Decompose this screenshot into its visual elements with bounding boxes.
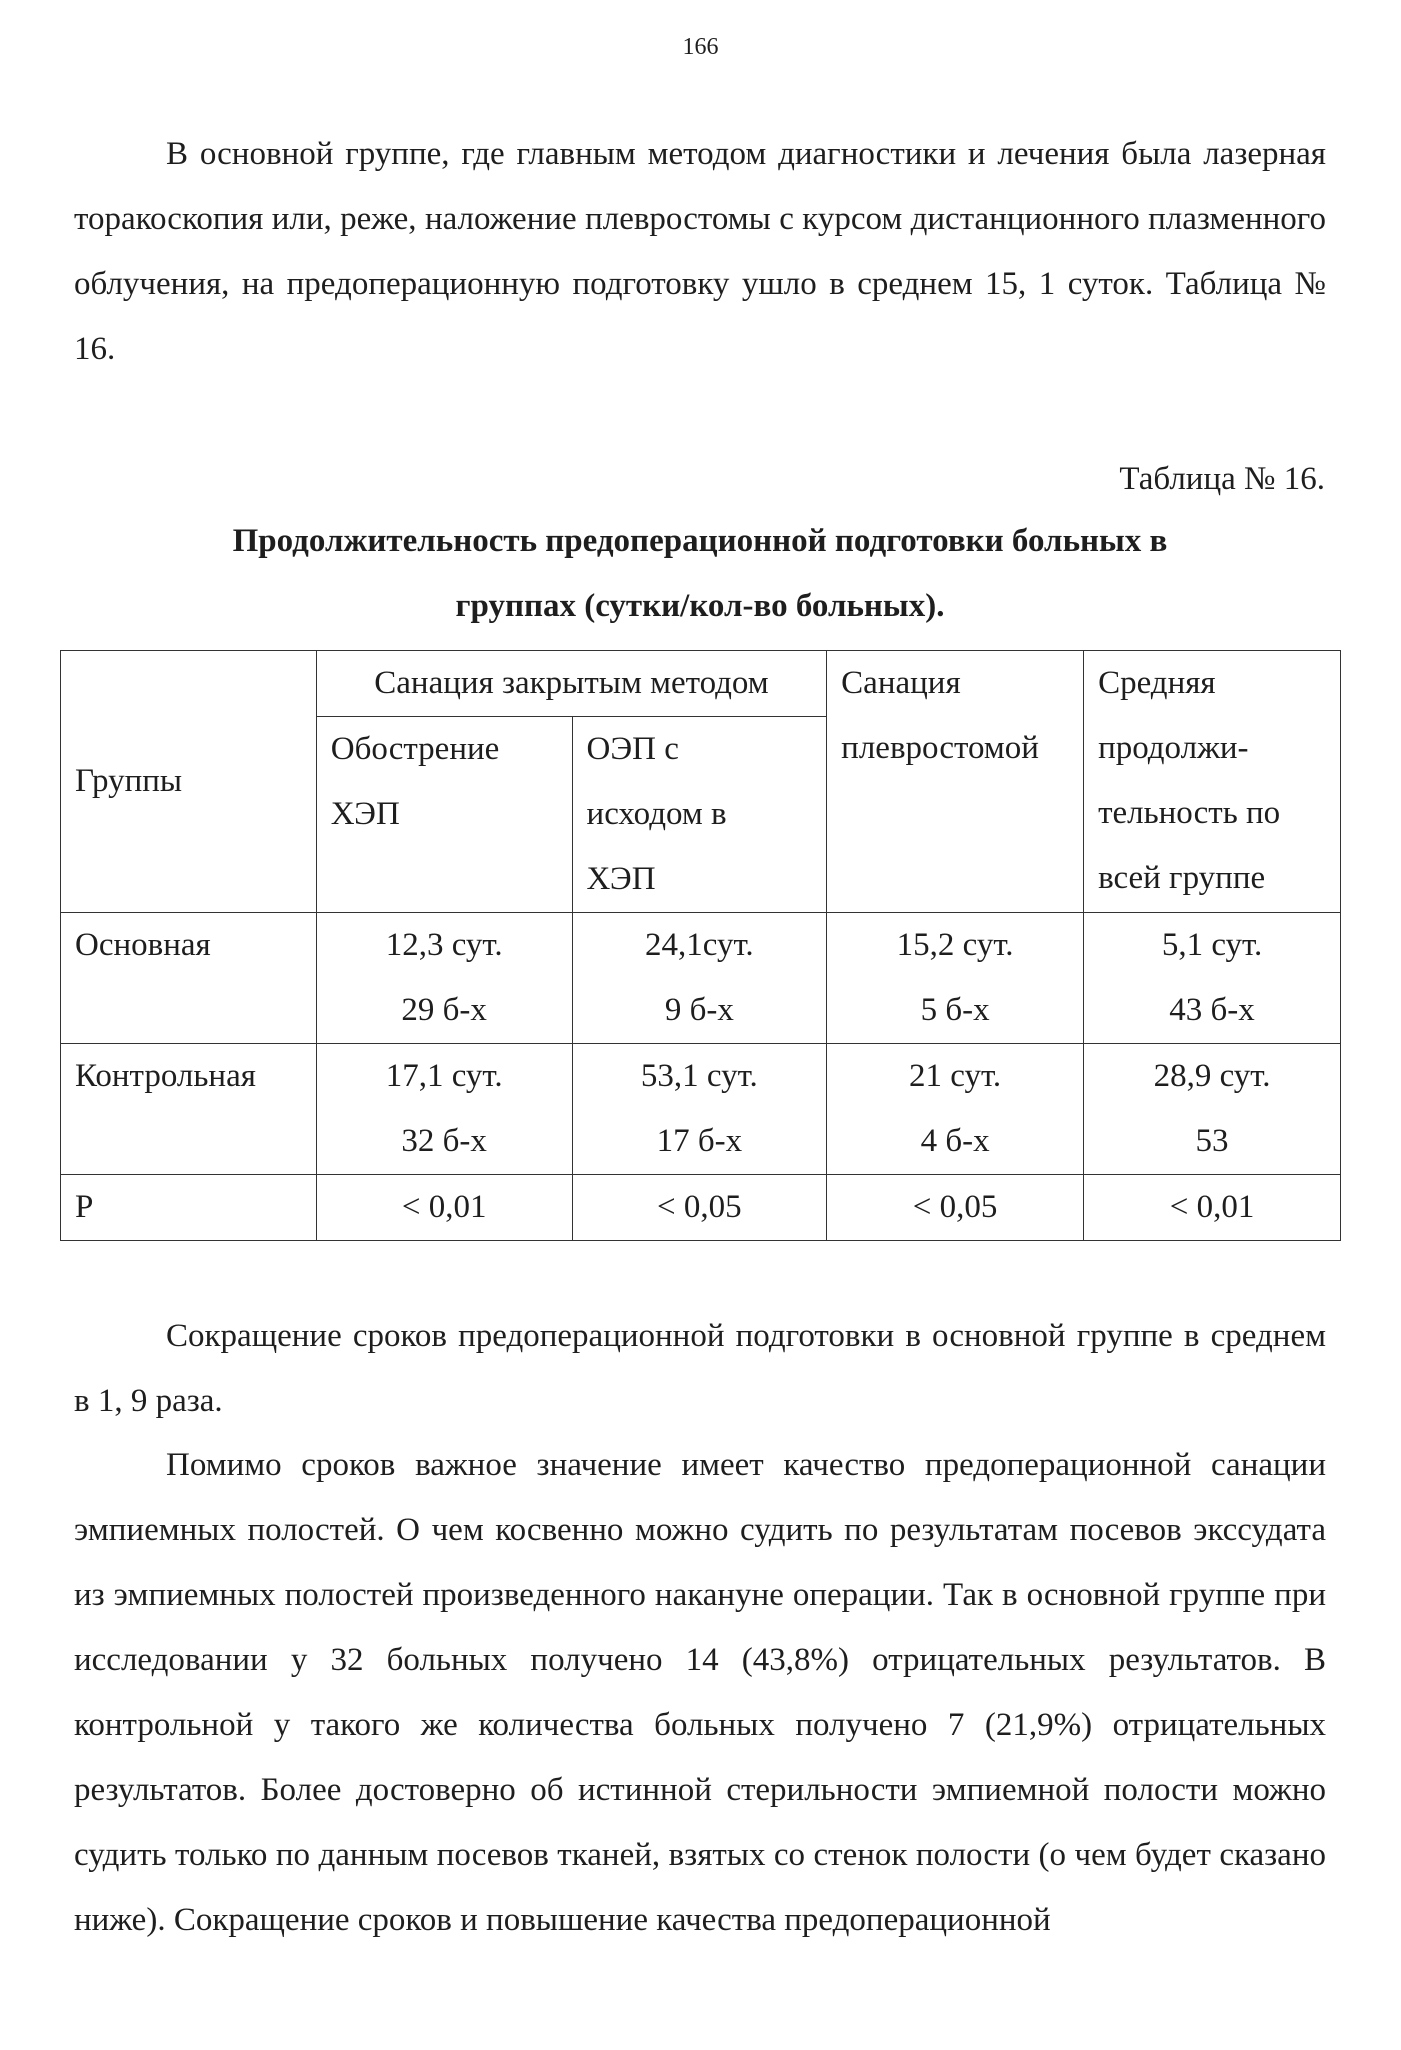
table-cell: < 0,01 [1084, 1175, 1341, 1241]
header-groups: Группы [61, 651, 317, 913]
table-row [61, 1175, 1341, 1241]
header-average-line-1: Средняя [1098, 665, 1216, 701]
header-average [1084, 651, 1341, 913]
cell-patients: 43 б-х [1169, 992, 1255, 1028]
page-number: 166 [682, 34, 719, 60]
cell-patients: 53 [1195, 1123, 1229, 1159]
cell-days: 5,1 сут. [1161, 927, 1263, 963]
cell-days: 17,1 сут. [385, 1058, 503, 1094]
cell-patients: 4 б-х [920, 1123, 990, 1159]
header-average-line-3: тельность по [1098, 795, 1281, 831]
header-exacerbation [316, 717, 572, 913]
header-pleurostomy [827, 651, 1084, 913]
paragraph-quality [74, 1433, 1326, 1953]
header-average-line-4: всей группе [1098, 860, 1266, 896]
table-cell: < 0,05 [827, 1175, 1084, 1241]
table-header-row [61, 651, 1341, 717]
data-table [60, 650, 1341, 1241]
cell-days: 15,2 сут. [896, 927, 1014, 963]
paragraph-reduction-text: Сокращение сроков предоперационной подготовки в основной группе в среднем в 1, 9 раза. [74, 1318, 1326, 1419]
cell-patients: 29 б-х [401, 992, 487, 1028]
table-cell: < 0,05 [572, 1175, 827, 1241]
cell-days: 24,1сут. [645, 927, 754, 963]
cell-patients: 32 б-х [401, 1123, 487, 1159]
cell-days: 21 сут. [909, 1058, 1002, 1094]
table-cell [827, 1044, 1084, 1175]
table-cell [572, 1044, 827, 1175]
table-title-line-1: Продолжительность предоперационной подготовки больных в [232, 523, 1168, 559]
cell-patients: 17 б-х [656, 1123, 743, 1159]
row-group-label: Контрольная [61, 1044, 317, 1175]
table-label: Таблица № 16. [1119, 461, 1325, 497]
paragraph-quality-text: Помимо сроков важное значение имеет качество предоперационной санации эмпиемных полостей. О чем косвенно можно судить по результатам посевов экссудата из эмпиемных полостей произведенного накануне операции. Так в основной группе при исследовании у 32 больных получено 14 (43,8%) отрицательных результатов. В контрольной у такого же количества больных получено 7 (21,9%) отрицательных результатов. Более достоверно об истинной стерильности эмпиемной полости можно судить только по данным посевов тканей, взятых со стенок полости (о чем будет сказано ниже). Сокращение сроков и повышение качества предоперационной [74, 1447, 1326, 1938]
paragraph-intro [74, 122, 1326, 382]
table-cell [572, 913, 827, 1044]
table-cell: < 0,01 [316, 1175, 572, 1241]
row-group-label: P [61, 1175, 317, 1241]
table-cell [827, 913, 1084, 1044]
header-oep-line-2: исходом в [586, 796, 727, 832]
cell-days: 12,3 сут. [385, 927, 503, 963]
table-cell [1084, 913, 1341, 1044]
cell-days: 28,9 сут. [1153, 1058, 1271, 1094]
header-pleurostomy-line-1: Санация [841, 665, 961, 701]
table-cell [316, 913, 572, 1044]
table-title [100, 509, 1300, 639]
paragraph-reduction [74, 1304, 1326, 1434]
header-pleurostomy-line-2: плевростомой [841, 730, 1039, 766]
cell-patients: 9 б-х [664, 992, 734, 1028]
header-oep [572, 717, 827, 913]
header-oep-line-1: ОЭП с [586, 731, 679, 767]
paragraph-intro-text: В основной группе, где главным методом диагностики и лечения была лазерная торакоскопия или, реже, наложение плевростомы с курсом дистанционного плазменного облучения, на предоперационную подготовку ушло в среднем 15, 1 суток. Таблица № 16. [74, 136, 1326, 367]
table-row [61, 1044, 1341, 1175]
header-exacerbation-line-2: ХЭП [330, 796, 400, 832]
table-title-line-2: группах (сутки/кол-во больных). [455, 588, 945, 624]
cell-days: 53,1 сут. [640, 1058, 758, 1094]
header-closed-sanation: Санация закрытым методом [316, 651, 826, 717]
table-cell [1084, 1044, 1341, 1175]
row-group-label: Основная [61, 913, 317, 1044]
cell-patients: 5 б-х [920, 992, 990, 1028]
header-average-line-2: продолжи- [1098, 730, 1249, 766]
table-cell [316, 1044, 572, 1175]
header-oep-line-3: ХЭП [586, 861, 656, 897]
table-row [61, 913, 1341, 1044]
header-exacerbation-line-1: Обострение [330, 731, 500, 767]
